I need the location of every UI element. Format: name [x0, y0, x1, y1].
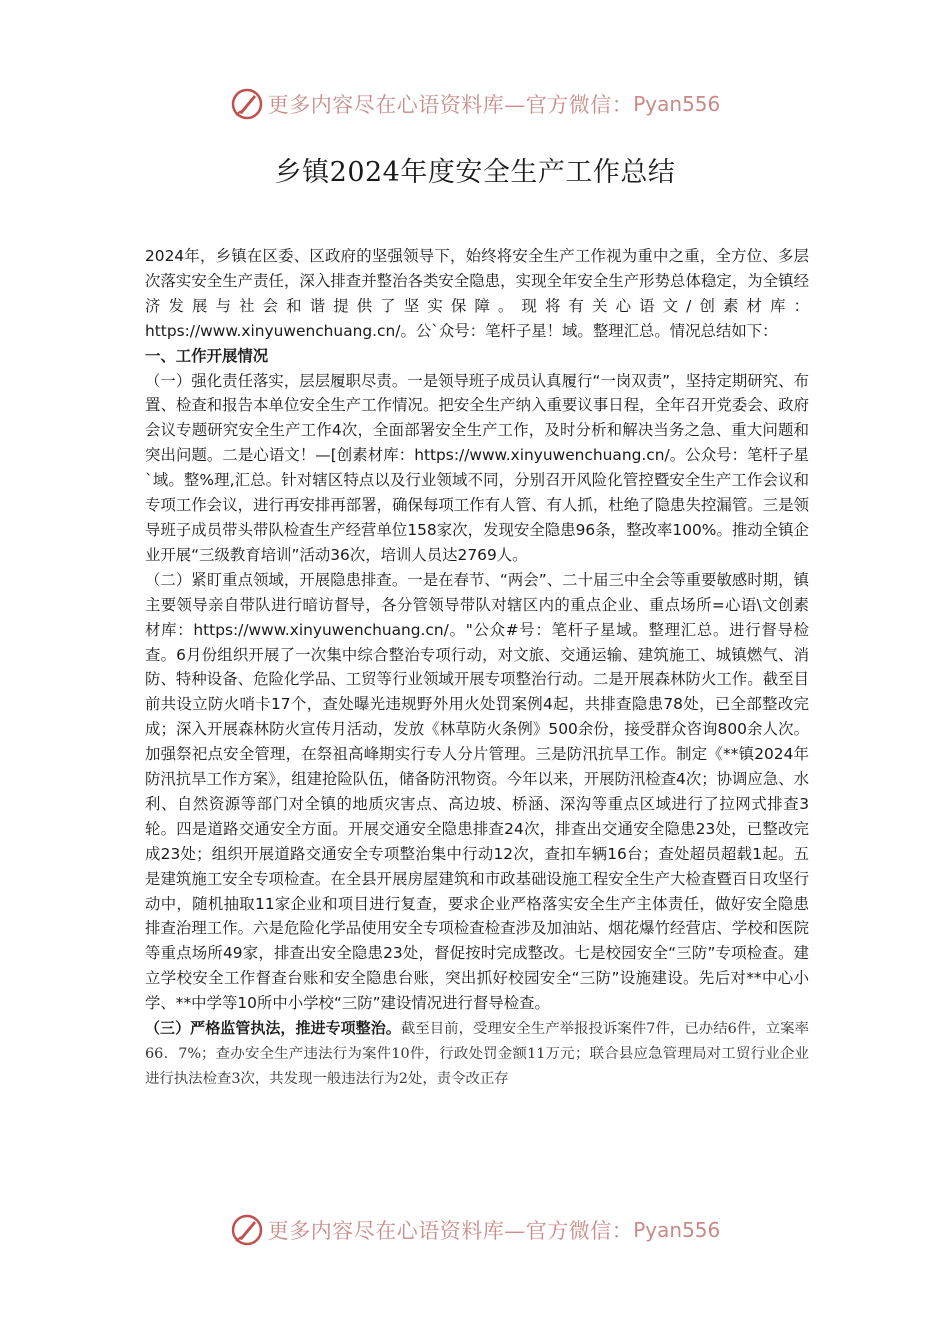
- banner-text: 更多内容尽在心语资料库—官方微信：: [267, 93, 634, 117]
- section-heading: 一、工作开展情况: [145, 346, 269, 365]
- document-body: [145, 244, 809, 1092]
- paragraph-enforcement: [145, 1016, 809, 1092]
- header-banner: [0, 82, 950, 126]
- banner-text: 更多内容尽在心语资料库—官方微信：: [267, 1219, 634, 1243]
- document-title: 乡镇2024年度安全生产工作总结: [274, 157, 676, 188]
- paragraph-enforcement-body: 截至目前，受理安全生产举报投诉案件7件，已办结6件，立案率66．7%；查办安全生产违法行为案件10件，行政处罚金额11万元；联合县应急管理局对工贸行业企业进行执法检查3次，共发现一般违法行为2处，责令改正存: [145, 1021, 809, 1087]
- quill-logo-icon: [230, 1213, 264, 1247]
- paragraph-responsibility: （一）强化责任落实，层层履职尽责。一是领导班子成员认真履行“一岗双责”，坚持定期研究、布置、检查和报告本单位安全生产工作情况。把安全生产纳入重要议事日程，全年召开党委会、政府会议专题研究安全生产工作4次，全面部署安全生产工作，及时分析和解决当务之急、重大问题和突出问题。二是心语文！—[创素材库：https://www.xinyuwenchuang.cn/。公众号：笔杆子星`域。整%理,汇总。针对辖区特点以及行业领域不同，分别召开风险化管控暨安全生产工作会议和专项工作会议，进行再安排再部署，确保每项工作有人管、有人抓，杜绝了隐患失控漏管。三是领导班子成员带头带队检查生产经营单位158家次，发现安全隐患96条，整改率100%。推动全镇企业开展“三级教育培训”活动36次，培训人员达2769人。: [145, 371, 809, 564]
- footer-banner: [0, 1208, 950, 1252]
- paragraph-lead: （三）严格监管执法，推进专项整治。: [145, 1019, 401, 1038]
- quill-logo-icon: [230, 87, 264, 121]
- banner-wechat-id: Pyan556: [633, 92, 721, 116]
- banner-wechat-id: Pyan556: [633, 1218, 721, 1242]
- intro-paragraph: 2024年，乡镇在区委、区政府的坚强领导下，始终将安全生产工作视为重中之重，全方位、多层次落实安全生产责任，深入排查并整治各类安全隐患，实现全年安全生产形势总体稳定，为全镇经济发展与社会和谐提供了坚实保障。现将有关心语文/创素材库：https://www.xinyuwenchuang.cn/。公`众号：笔杆子星！域。整理汇总。情况总结如下：: [145, 247, 809, 340]
- paragraph-hazard-inspection: （二）紧盯重点领域，开展隐患排查。一是在春节、“两会”、二十届三中全会等重要敏感时期，镇主要领导亲自带队进行暗访督导，各分管领导带队对辖区内的重点企业、重点场所=心语\文创素材库：https://www.xinyuwenchuang.cn/。"公众#号：笔杆子星域。整理汇总。进行督导检查。6月份组织开展了一次集中综合整治专项行动，对文旅、交通运输、建筑施工、城镇燃气、消防、特种设备、危险化学品、工贸等行业领域开展专项整治行动。二是开展森林防火工作。截至目前共设立防火哨卡17个，查处曝光违规野外用火处罚案例4起，共排查隐患78处，已全部整改完成；深入开展森林防火宣传月活动，发放《林草防火条例》500余份，接受群众咨询800余人次。加强祭祀点安全管理，在祭祖高峰期实行专人分片管理。三是防汛抗旱工作。制定《**镇2024年防汛抗旱工作方案》，组建抢险队伍，储备防汛物资。今年以来，开展防汛检查4次；协调应急、水利、自然资源等部门对全镇的地质灾害点、高边坡、桥涵、深沟等重点区域进行了拉网式排查3轮。四是道路交通安全方面。开展交通安全隐患排查24次，排查出交通安全隐患23处，已整改完成23处；组织开展道路交通安全专项整治集中行动12次，查扣车辆16台；查处超员超载1起。五是建筑施工安全专项检查。在全县开展房屋建筑和市政基础设施工程安全生产大检查暨百日攻坚行动中，随机抽取11家企业和项目进行复查，要求企业严格落实安全生产主体责任，做好安全隐患排查治理工作。六是危险化学品使用安全专项检查检查涉及加油站、烟花爆竹经营店、学校和医院等重点场所49家，排查出安全隐患23处，督促按时完成整改。七是校园安全“三防”专项检查。建立学校安全工作督查台账和安全隐患台账，突出抓好校园安全“三防”设施建设。先后对**中心小学、**中学等10所中小学校“三防”建设情况进行督导检查。: [145, 570, 809, 1013]
